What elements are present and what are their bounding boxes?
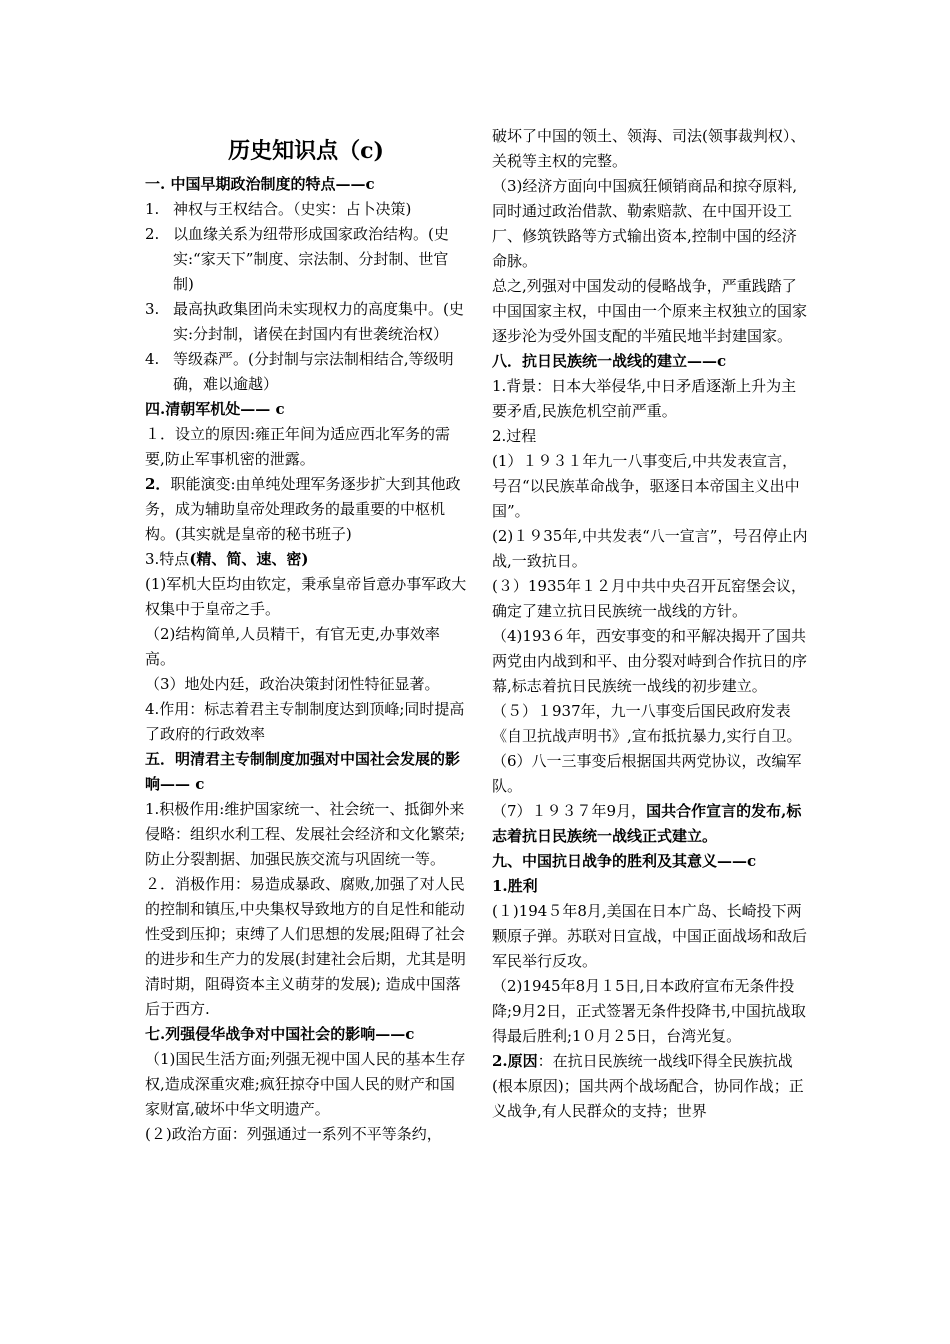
section-8-heading: 八．抗日民族统一战线的建立——c <box>492 352 727 370</box>
paragraph: (1）１９３１年九一八事变后,中共发表宣言，号召“以民族革命战争，驱逐日本帝国主义出中国”。 <box>492 452 800 520</box>
paragraph-text: ：在抗日民族统一战线吓得全民族抗战(根本原因)；国共两个战场配合，协同作战；正义战争,有人民群众的支持；世界 <box>492 1052 804 1120</box>
paragraph-text: 3.特点 <box>145 550 190 568</box>
paragraph: （５）１937年，九一八事变后国民政府发表《自卫抗战声明书》,宣布抵抗暴力,实行自卫。 <box>492 702 802 745</box>
paragraph <box>145 472 467 547</box>
section-5-heading: 五．明清君主专制制度加强对中国社会发展的影响—— c <box>145 750 461 793</box>
paragraph-emphasis: 国共合作宣言的发布,标志着抗日民族统一战线正式建立。 <box>492 802 802 845</box>
paragraph-number: 2． <box>145 475 171 493</box>
section-4-heading: 四.清朝军机处—— c <box>145 400 285 418</box>
paragraph: (２)政治方面：列强通过一系列不平等条约， <box>145 1125 442 1143</box>
section-1-heading: 一. 中国早期政治制度的特点——c <box>145 175 375 193</box>
list-item <box>145 347 467 397</box>
paragraph-emphasis: 2.原因 <box>492 1052 538 1070</box>
list-number: 4. <box>145 350 160 368</box>
paragraph: 1.积极作用:维护国家统一、社会统一、抵御外来侵略：组织水利工程、发展社会经济和文化繁荣;防止分裂割据、加强民族交流与巩固统一等。 <box>145 800 466 868</box>
list-item <box>145 222 467 297</box>
list-text: 最高执政集团尚未实现权力的高度集中。(史实:分封制，诸侯在封国内有世袭统治权） <box>173 300 464 343</box>
paragraph: (３）1935年１２月中共中央召开瓦窑堡会议，确定了建立抗日民族统一战线的方针。 <box>492 577 807 620</box>
list-number: 3. <box>145 300 160 318</box>
paragraph: （2)结构简单,人员精干，有官无吏,办事效率高。 <box>145 625 440 668</box>
paragraph: ２．消极作用：易造成暴政、腐败,加强了对人民的控制和镇压,中央集权导致地方的自足性和能动性受到压抑；束缚了人们思想的发展;阻碍了社会的进步和生产力的发展(封建社会后期，尤其是明清时期，阻碍资本主义萌芽的发展); 造成中国落后于西方. <box>145 875 466 1018</box>
paragraph: （3）地处内廷，政治决策封闭性特征显著。 <box>145 675 440 693</box>
section-7-heading: 七.列强侵华战争对中国社会的影响——c <box>145 1025 415 1043</box>
paragraph-emphasis: (精、简、速、密) <box>189 550 309 568</box>
list-number: 2. <box>145 225 160 243</box>
list-text: 神权与王权结合。（史实：占卜决策) <box>173 200 412 218</box>
subsection-heading: 1.胜利 <box>492 877 538 895</box>
paragraph: （1)国民生活方面;列强无视中国人民的基本生存权,造成深重灾难;疯狂掠夺中国人民的财产和国家财富,破坏中华文明遗产。 <box>145 1050 466 1118</box>
paragraph: １．设立的原因:雍正年间为适应西北军务的需要,防止军事机密的泄露。 <box>145 425 451 468</box>
paragraph: 2.过程 <box>492 427 537 445</box>
paragraph: 破坏了中国的领土、领海、司法(领事裁判权）、关税等主权的完整。 <box>492 127 806 170</box>
paragraph <box>492 1049 810 1124</box>
paragraph: 总之,列强对中国发动的侵略战争，严重践踏了中国国家主权，中国由一个原来主权独立的国家逐步沦为受外国支配的半殖民地半封建国家。 <box>492 277 808 345</box>
section-9-heading: 九、中国抗日战争的胜利及其意义——c <box>492 852 757 870</box>
paragraph: (1)军机大臣均由钦定，秉承皇帝旨意办事军政大权集中于皇帝之手。 <box>145 575 467 618</box>
paragraph: (2)１９35年,中共发表“八一宣言”，号召停止内战,一致抗日。 <box>492 527 808 570</box>
paragraph: (１)194５年8月,美国在日本广岛、长崎投下两颗原子弹。苏联对日宣战，中国正面战场和敌后军民举行反攻。 <box>492 902 808 970</box>
paragraph: （4)193６年，西安事变的和平解决揭开了国共两党由内战到和平、由分裂对峙到合作抗日的序幕,标志着抗日民族统一战线的初步建立。 <box>492 627 808 695</box>
list-text: 以血缘关系为纽带形成国家政治结构。(史实:“家天下”制度、宗法制、分封制、世官制) <box>173 225 449 293</box>
left-column <box>145 124 467 1147</box>
page-title: 历史知识点（c) <box>228 138 384 164</box>
paragraph: 4.作用：标志着君主专制制度达到顶峰;同时提高了政府的行政效率 <box>145 700 465 743</box>
paragraph: （3)经济方面向中国疯狂倾销商品和掠夺原料,同时通过政治借款、勒索赔款、在中国开设工厂、修筑铁路等方式输出资本,控制中国的经济命脉。 <box>492 177 798 270</box>
paragraph-text: 职能演变:由单纯处理军务逐步扩大到其他政务，成为辅助皇帝处理政务的最重要的中枢机构。(其实就是皇帝的秘书班子) <box>145 475 461 543</box>
paragraph: 1.背景：日本大举侵华,中日矛盾逐渐上升为主要矛盾,民族危机空前严重。 <box>492 377 797 420</box>
paragraph <box>492 799 810 849</box>
paragraph: （6）八一三事变后根据国共两党协议，改编军队。 <box>492 752 802 795</box>
list-item <box>145 197 467 222</box>
list-text: 等级森严。(分封制与宗法制相结合,等级明确，难以逾越） <box>173 350 454 393</box>
paragraph <box>145 547 467 572</box>
list-number: 1. <box>145 200 160 218</box>
right-column <box>492 124 810 1124</box>
list-item <box>145 297 467 347</box>
paragraph: （2)1945年8月１5日,日本政府宣布无条件投降;9月2日，正式签署无条件投降书,中国抗战取得最后胜利;1０月２5日，台湾光复。 <box>492 977 806 1045</box>
paragraph-text: （7）１９３７年9月， <box>492 802 647 820</box>
